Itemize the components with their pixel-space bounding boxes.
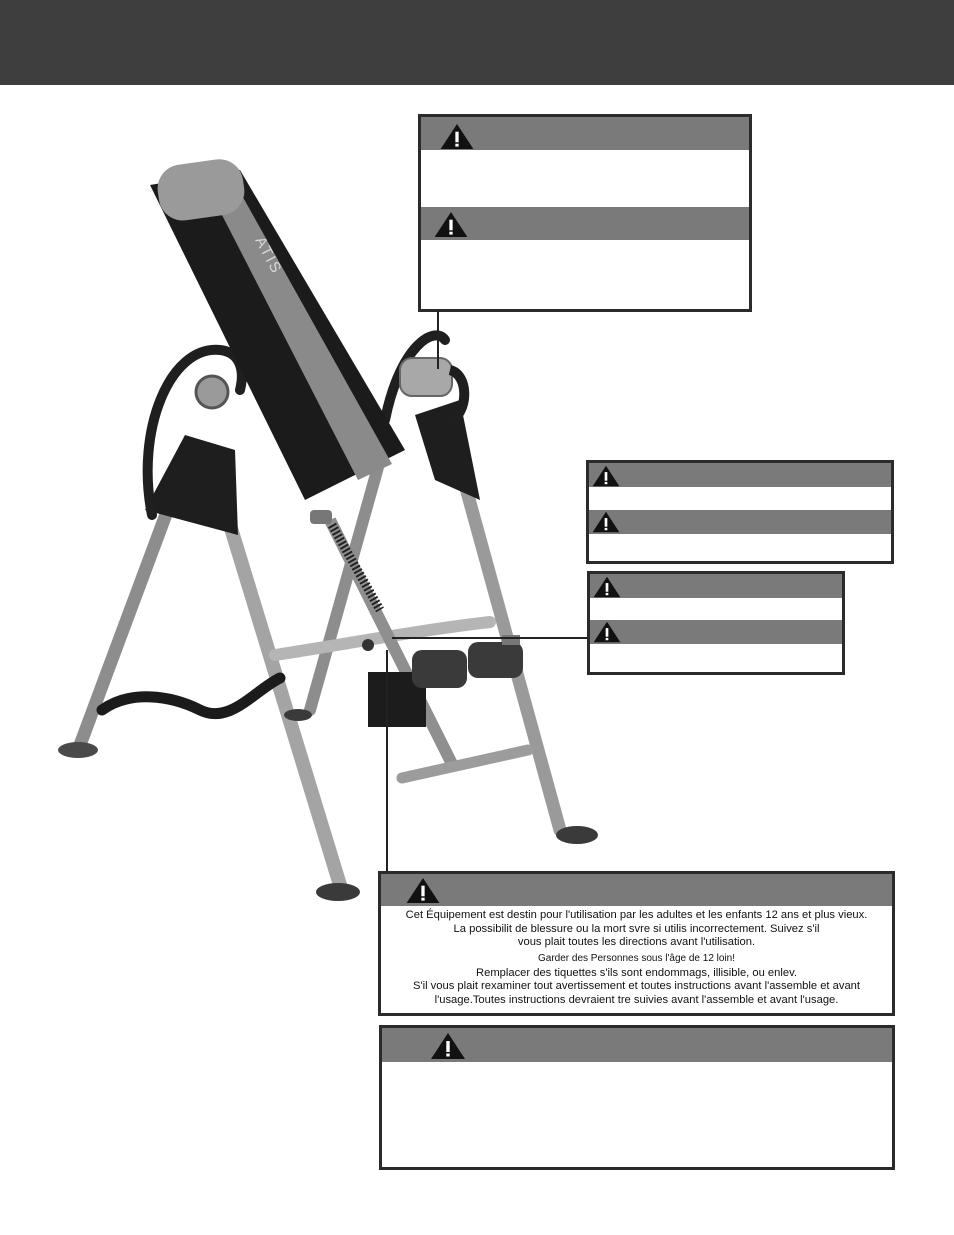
- french-warning-line: l'usage.Toutes instructions devraient tre suivies avant l'assemble et avant l'usage.: [434, 993, 839, 1006]
- left-pivot: [196, 376, 228, 408]
- warning-triangle-icon: [592, 576, 622, 598]
- warning-body: [590, 598, 842, 620]
- french-warning-line: Cet Équipement est destin pour l'utilisation par les adultes et les enfants 12 ans et plus vieux.: [405, 909, 868, 921]
- callout-line: [392, 637, 588, 639]
- warning-header: [590, 574, 842, 598]
- ankle-cushion-right: [468, 642, 523, 678]
- warning-triangle-icon: [591, 465, 621, 487]
- french-warning-line: Garder des Personnes sous l'âge de 12 loin!: [537, 952, 736, 964]
- warning-header: [590, 620, 842, 644]
- brand-text: ATIS: [251, 233, 286, 278]
- warning-label-french: [378, 871, 895, 1016]
- warning-header: [589, 510, 891, 534]
- french-warning-text: [381, 906, 892, 1007]
- ankle-cushion-left: [412, 650, 467, 688]
- right-gusset: [415, 400, 480, 500]
- warning-triangle-icon: [439, 123, 475, 150]
- warning-header: [382, 1028, 892, 1062]
- warning-body: [421, 240, 749, 309]
- foot-bar: [402, 750, 528, 778]
- french-warning-line: vous plait toutes les directions avant l'utilisation.: [517, 936, 756, 948]
- warning-header: [381, 874, 892, 906]
- french-warning-line: La possibilit de blessure ou la mort svre si utilis incorrectement. Suivez s'il: [453, 922, 820, 935]
- warning-body: [589, 487, 891, 510]
- foot-left: [58, 742, 98, 758]
- warning-body: [421, 150, 749, 207]
- callout-line: [437, 311, 439, 369]
- french-warning-line: Remplacer des tiquettes s'ils sont endommags, illisible, ou enlev.: [476, 966, 797, 979]
- warning-body: [589, 534, 891, 561]
- warning-triangle-icon: [430, 1032, 466, 1060]
- warning-triangle-icon: [433, 211, 469, 238]
- foot-front: [316, 883, 360, 901]
- warning-header: [421, 117, 749, 150]
- french-warning-line: S'il vous plait rexaminer tout avertissement et toutes instructions avant l'assemble et avant: [412, 980, 860, 992]
- warning-header: [421, 207, 749, 240]
- warning-body: [590, 644, 842, 672]
- lock-knob: [310, 510, 332, 524]
- warning-triangle-icon: [405, 877, 441, 904]
- warning-label-top: [418, 114, 752, 312]
- callout-line: [386, 650, 388, 872]
- foot-right: [556, 826, 598, 844]
- warning-label-bottom: [379, 1025, 895, 1170]
- base-tube: [102, 678, 280, 714]
- warning-header: [589, 463, 891, 487]
- warning-body: [382, 1062, 892, 1167]
- warning-triangle-icon: [592, 621, 622, 643]
- header-bar: [0, 0, 954, 85]
- right-pivot: [400, 358, 452, 396]
- warning-label-middle-lower: [587, 571, 845, 675]
- warning-triangle-icon: [591, 511, 621, 533]
- warning-label-middle-upper: [586, 460, 894, 564]
